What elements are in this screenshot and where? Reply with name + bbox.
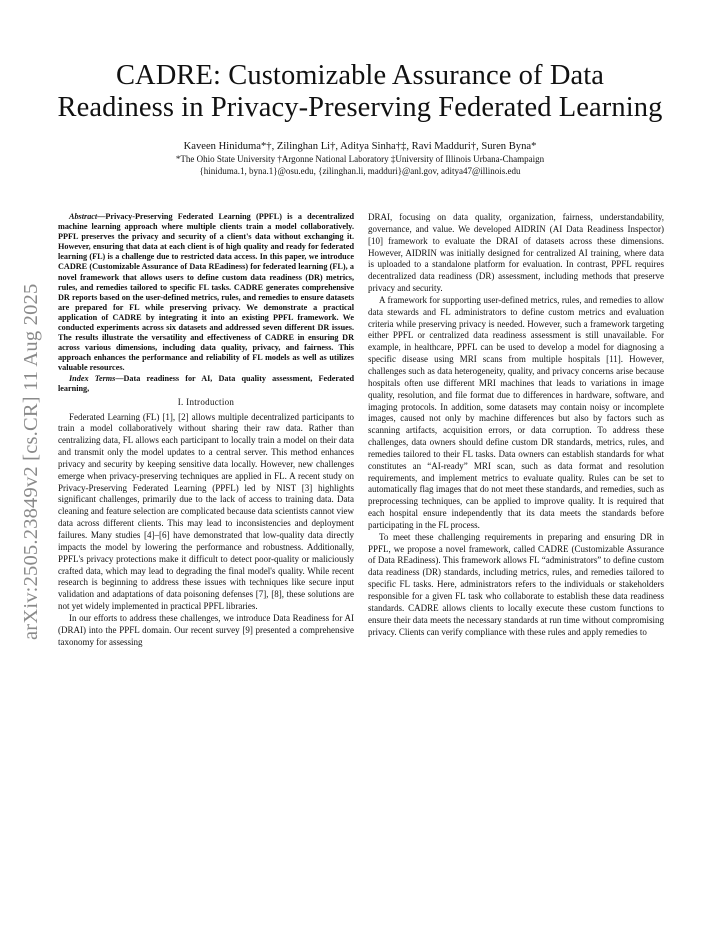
index-terms <box>58 374 354 394</box>
author-list: Kaveen Hiniduma*†, Zilinghan Li†, Aditya Sinha†‡, Ravi Madduri†, Suren Byna* <box>183 141 537 152</box>
index-terms-text: —Data readiness for AI, Data quality assessment, Federated learning, <box>58 373 355 393</box>
affiliations: *The Ohio State University †Argonne National Laboratory ‡University of Illinois Urbana-Champaign <box>175 154 545 164</box>
right-column <box>368 212 664 638</box>
abstract <box>58 212 354 374</box>
intro-paragraph-1: Federated Learning (FL) [1], [2] allows multiple decentralized participants to train a model collaboratively without sharing their raw data. Rather than centralizing data, FL allows each participant to locally train a model on their data and transmit only the model updates to a central server. This method enhances privacy and security by keeping sensitive data locally. However, new challenges emerge when privacy-preserving techniques are applied in FL. A recent study on Privacy-Preserving Federated Learning (PPFL) led by NIST [3] highlights significant challenges, primarily due to the lack of access to training data. Data cleaning and feature selection are complicated because data scientists cannot view data across different clients. This may lead to inconsistencies and deployment failures. Many studies [4]–[6] have demonstrated that low-quality data directly impacts the model by lowering the performance and robustness. Additionally, PPFL's privacy protections make it difficult to detect poor-quality or maliciously crafted data, which may lead to degrading the final model's quality. While recent research is beginning to address these issues with techniques like secure input validation and adaptations of data poisoning defenses [7], [8], these solutions are not yet widely implemented in practical PPFL libraries. <box>58 411 354 612</box>
left-column <box>58 212 354 648</box>
paper-title-line-1: CADRE: Customizable Assurance of Data <box>115 60 605 91</box>
intro-paragraph-3: A framework for supporting user-defined metrics, rules, and remedies to allow data stewards and FL administrators to define custom metrics and evaluation criteria while preserving privacy is needed. However, such a framework targeting either PPFL or centralized data readiness assessment is still unavailable. For example, in healthcare, PPFL can be used to develop a model for diagnosing a specific disease using MRI scans from multiple hospitals [11]. However, challenges such as data heterogeneity, quality, and privacy concerns arise because hospitals often use different MRI machines that leads to variations in image quality, resolution, and file format due to differences in hardware, software, and imaging protocols. In addition, some datasets may contain noisy or incomplete images, caused not only by machine differences but also by factors such as scanning artifacts, acquisition errors, or data corruption. To address these challenges, data owners should define custom DR standards, metrics, rules, and remedies tailored to their FL tasks. Data owners can establish standards for what constitutes an “AI-ready” MRI scan, such as data format and resolution requirements, and implement metrics to evaluate quality. Rules can be set to automatically flag images that do not meet these standards, and remedies, such as preprocessing techniques, can be applied to improve quality. It is required that each hospital ensure independently that its data meets the standards before participating in the FL process. <box>368 294 664 530</box>
abstract-label: Abstract <box>69 212 98 221</box>
intro-paragraph-2-continued: DRAI, focusing on data quality, organization, fairness, understandability, governance, and value. We developed AIDRIN (AI Data Readiness Inspector) [10] framework to evaluate the DRAI of datasets across these dimensions. However, AIDRIN was initially designed for centralized AI training, where data is uploaded to a standalone platform for evaluation. In contrast, PPFL requires decentralized data readiness (DR) assessment, including methods that preserve privacy and security. <box>368 212 664 294</box>
intro-paragraph-2: In our efforts to address these challenges, we introduce Data Readiness for AI (DRAI) into the PPFL domain. Our recent survey [9] presented a comprehensive taxonomy for assessing <box>58 612 354 647</box>
paper-header <box>0 60 720 177</box>
paper-title-line-2: Readiness in Privacy-Preserving Federated Learning <box>57 92 663 123</box>
abstract-text: —Privacy-Preserving Federated Learning (PPFL) is a decentralized machine learning approach where multiple clients train a model collaboratively. PPFL preserves the privacy and security of a client's data without exchanging it. However, ensuring that data at each client is of high quality and ready for federated learning (FL) is a challenge due to restricted data access. In this paper, we introduce CADRE (Customizable Assurance of Data REadiness) for federated learning (FL), a novel framework that allows users to define custom data readiness (DR) metrics, rules, and remedies tailored to specific FL tasks. CADRE generates comprehensive DR reports based on the user-defined metrics, rules, and remedies to ensure datasets are prepared for FL while preserving privacy. We demonstrate a practical application of CADRE by integrating it into an existing PPFL framework. We conducted experiments across six datasets and addressed seven different DR issues. The results illustrate the versatility and effectiveness of CADRE in ensuring DR across various dimensions, including data quality, privacy, and fairness. This approach enhances the performance and reliability of FL models as well as utilizes valuable resources. <box>58 212 354 373</box>
author-emails: {hiniduma.1, byna.1}@osu.edu, {zilinghan.li, madduri}@anl.gov, aditya47@illinois.edu <box>199 166 521 176</box>
section-heading-introduction: I. Introduction <box>177 396 235 407</box>
index-terms-label: Index Terms <box>69 373 116 383</box>
arxiv-identifier-stamp: arXiv:2505.23849v2 [cs.CR] 11 Aug 2025 <box>20 283 42 640</box>
intro-paragraph-4: To meet these challenging requirements in preparing and ensuring DR in PPFL, we propose a novel framework, called CADRE (Customizable Assurance of Data REadiness). This framework allows FL “administrators” to define custom data readiness (DR) standards, including metrics, rules, and remedies tailored to specific FL tasks. Here, administrators refers to the individuals or stakeholders responsible for a given FL task who collaborate to establish these data readiness standards. CADRE allows clients to locally execute these custom functions to ensure their data meets the necessary standards at run time without compromising privacy. Clients can verify compliance with these rules and apply remedies to <box>368 531 664 637</box>
